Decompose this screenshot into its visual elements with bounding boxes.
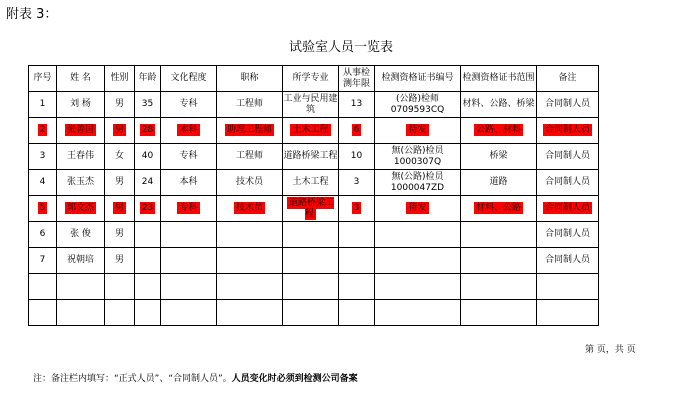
cell-text: 無(公路)检员1000307Q <box>391 145 444 167</box>
table-cell-age <box>135 170 161 196</box>
table-cell-major <box>283 144 339 170</box>
cell-text: 7 <box>39 255 46 265</box>
table-cell-scope <box>461 118 537 144</box>
cell-text: 1 <box>39 99 46 109</box>
cell-text: 無(公路)检员1000047ZD <box>390 171 445 193</box>
table-cell-title <box>217 92 283 118</box>
cell-text: 合同制人员 <box>544 99 590 109</box>
cell-text: 合同制人员 <box>544 255 590 265</box>
cell-text: 6 <box>39 229 46 239</box>
cell-text: 土木工程 <box>292 177 329 187</box>
table-cell-gender <box>105 92 135 118</box>
table-cell-cert_no <box>375 274 461 300</box>
table-cell-edu <box>161 118 217 144</box>
table-cell-gender <box>105 144 135 170</box>
cell-text: 本科 <box>179 125 198 135</box>
cell-text: 5 <box>39 203 46 213</box>
table-cell-years <box>339 248 375 274</box>
cell-text: 土木工程 <box>292 125 329 135</box>
cell-text: 技术员 <box>235 177 263 187</box>
table-cell-years <box>339 300 375 326</box>
table-cell-cert_no <box>375 222 461 248</box>
table-cell-major <box>283 170 339 196</box>
table-cell-scope <box>461 300 537 326</box>
table-cell-age <box>135 92 161 118</box>
table-cell-gender <box>105 274 135 300</box>
table-row <box>29 274 599 300</box>
table-cell-cert_no <box>375 92 461 118</box>
cell-text: 本科 <box>179 177 198 187</box>
cell-text: 男 <box>114 203 124 213</box>
table-cell-years <box>339 222 375 248</box>
table-cell-scope <box>461 274 537 300</box>
cell-text: 10 <box>350 151 363 161</box>
cell-text: 24 <box>141 177 154 187</box>
cell-text: 郭文杰 <box>66 203 94 213</box>
table-cell-age <box>135 300 161 326</box>
table-cell-scope <box>461 248 537 274</box>
cell-text: 3 <box>39 151 46 161</box>
table-cell-no <box>29 248 57 274</box>
page-number: 第 页，共 页 <box>585 345 636 355</box>
cell-text: 4 <box>39 177 46 187</box>
cell-text: 13 <box>350 99 363 109</box>
table-cell-years <box>339 274 375 300</box>
table-cell-scope <box>461 196 537 222</box>
column-header: 序号 <box>29 66 57 92</box>
cell-text: 王春伟 <box>66 151 94 161</box>
table-row <box>29 170 599 196</box>
table-cell-name <box>57 170 105 196</box>
table-cell-remark <box>537 248 599 274</box>
column-header: 备注 <box>537 66 599 92</box>
table-cell-major <box>283 196 339 222</box>
table-cell-remark <box>537 222 599 248</box>
table-cell-title <box>217 274 283 300</box>
table-row <box>29 248 599 274</box>
cell-text: 3 <box>353 203 360 213</box>
table-cell-major <box>283 222 339 248</box>
table-cell-major <box>283 248 339 274</box>
cell-text: 合同制人员 <box>544 203 590 213</box>
table-cell-title <box>217 248 283 274</box>
cell-text: 3 <box>353 177 360 187</box>
cell-text: 工业与民用建筑 <box>283 93 338 115</box>
cell-text: 男 <box>114 255 124 265</box>
table-cell-title <box>217 222 283 248</box>
table-cell-scope <box>461 222 537 248</box>
cell-text: 40 <box>141 151 154 161</box>
cell-text: 工程师 <box>235 151 263 161</box>
column-header: 职称 <box>217 66 283 92</box>
table-cell-edu <box>161 170 217 196</box>
table-cell-remark <box>537 92 599 118</box>
table-cell-remark <box>537 170 599 196</box>
cell-text: 工程师 <box>235 99 263 109</box>
table-row <box>29 144 599 170</box>
cell-text: 张 俊 <box>70 229 91 239</box>
cell-text: 男 <box>114 99 124 109</box>
attachment-label: 附表 3： <box>6 7 58 22</box>
table-cell-major <box>283 118 339 144</box>
table-row <box>29 300 599 326</box>
cell-text: 技术员 <box>235 203 263 213</box>
table-cell-major <box>283 300 339 326</box>
table-cell-name <box>57 144 105 170</box>
table-cell-years <box>339 170 375 196</box>
table-cell-name <box>57 118 105 144</box>
table-cell-years <box>339 144 375 170</box>
table-cell-scope <box>461 92 537 118</box>
column-header: 年龄 <box>135 66 161 92</box>
cell-text: 材料、公路 <box>475 203 521 213</box>
cell-text: 待发 <box>408 203 427 213</box>
table-cell-cert_no <box>375 170 461 196</box>
cell-text: 专科 <box>179 151 198 161</box>
table-cell-edu <box>161 274 217 300</box>
table-title: 试验室人员一览表 <box>288 40 393 55</box>
column-header: 性别 <box>105 66 135 92</box>
table-cell-age <box>135 248 161 274</box>
table-cell-gender <box>105 222 135 248</box>
table-cell-gender <box>105 170 135 196</box>
table-cell-no <box>29 274 57 300</box>
table-cell-name <box>57 196 105 222</box>
table-cell-title <box>217 144 283 170</box>
table-cell-gender <box>105 118 135 144</box>
cell-text: 祝朝培 <box>66 255 94 265</box>
table-cell-title <box>217 300 283 326</box>
cell-text: 待发 <box>408 125 427 135</box>
footer-note <box>33 371 358 384</box>
cell-text: 35 <box>141 99 154 109</box>
table-row <box>29 222 599 248</box>
table-cell-edu <box>161 92 217 118</box>
cell-text: 刘 杨 <box>70 99 91 109</box>
table-cell-no <box>29 144 57 170</box>
table-cell-scope <box>461 144 537 170</box>
cell-text: 专科 <box>179 203 198 213</box>
table-cell-no <box>29 170 57 196</box>
table-cell-scope <box>461 170 537 196</box>
table-cell-name <box>57 92 105 118</box>
cell-text: 专科 <box>179 99 198 109</box>
table-cell-no <box>29 118 57 144</box>
table-cell-no <box>29 196 57 222</box>
header-row <box>29 66 599 92</box>
table-cell-name <box>57 248 105 274</box>
cell-text: 男 <box>114 125 124 135</box>
table-cell-remark <box>537 274 599 300</box>
table-cell-remark <box>537 118 599 144</box>
table-cell-age <box>135 196 161 222</box>
table-cell-major <box>283 92 339 118</box>
table-cell-cert_no <box>375 196 461 222</box>
table-cell-name <box>57 274 105 300</box>
cell-text: 2 <box>39 125 46 135</box>
note-text: 注：备注栏内填写：“正式人员”、“合同制人员”。 <box>33 374 232 384</box>
table-cell-years <box>339 92 375 118</box>
table-cell-edu <box>161 222 217 248</box>
cell-text: 合同制人员 <box>544 177 590 187</box>
cell-text: 张玉杰 <box>66 177 94 187</box>
table-cell-no <box>29 300 57 326</box>
table-cell-cert_no <box>375 118 461 144</box>
cell-text: 公路、材料 <box>475 125 521 135</box>
column-header: 检测资格证书编号 <box>375 66 461 92</box>
table-row <box>29 92 599 118</box>
cell-text: 23 <box>141 203 154 213</box>
table-cell-cert_no <box>375 300 461 326</box>
table-cell-years <box>339 118 375 144</box>
cell-text: 合同制人员 <box>544 229 590 239</box>
table-cell-remark <box>537 196 599 222</box>
cell-text: 道路 <box>489 177 508 187</box>
table-cell-gender <box>105 248 135 274</box>
table-cell-age <box>135 144 161 170</box>
cell-text: 道路桥梁工程 <box>288 197 334 219</box>
cell-text: (公路)检师0709593CQ <box>390 93 445 115</box>
table-cell-edu <box>161 248 217 274</box>
cell-text: 28 <box>141 125 154 135</box>
column-header: 姓 名 <box>57 66 105 92</box>
table-cell-name <box>57 222 105 248</box>
table-cell-title <box>217 118 283 144</box>
cell-text: 张善国 <box>66 125 94 135</box>
table-cell-major <box>283 274 339 300</box>
cell-text: 男 <box>114 177 124 187</box>
column-header: 从事检测年限 <box>339 66 375 92</box>
table-cell-remark <box>537 300 599 326</box>
cell-text: 材料、公路、桥梁 <box>462 99 535 109</box>
cell-text: 6 <box>353 125 360 135</box>
cell-text: 助理工程师 <box>226 125 272 135</box>
table-row <box>29 118 599 144</box>
table-cell-no <box>29 92 57 118</box>
note-bold-text: 人员变化时必须到检测公司备案 <box>231 374 358 384</box>
table-cell-edu <box>161 196 217 222</box>
table-cell-title <box>217 170 283 196</box>
table-row <box>29 196 599 222</box>
table-cell-age <box>135 222 161 248</box>
column-header: 检测资格证书范围 <box>461 66 537 92</box>
table-cell-years <box>339 196 375 222</box>
table-cell-remark <box>537 144 599 170</box>
table-cell-gender <box>105 300 135 326</box>
table-cell-gender <box>105 196 135 222</box>
cell-text: 女 <box>114 151 124 161</box>
table-cell-edu <box>161 300 217 326</box>
table-cell-cert_no <box>375 144 461 170</box>
cell-text: 道路桥梁工程 <box>283 151 338 161</box>
column-header: 所学专业 <box>283 66 339 92</box>
table-cell-edu <box>161 144 217 170</box>
table-cell-cert_no <box>375 248 461 274</box>
table-cell-age <box>135 274 161 300</box>
column-header: 文化程度 <box>161 66 217 92</box>
cell-text: 桥梁 <box>489 151 508 161</box>
cell-text: 男 <box>114 229 124 239</box>
table-cell-name <box>57 300 105 326</box>
table-cell-title <box>217 196 283 222</box>
cell-text: 合同制人员 <box>544 125 590 135</box>
cell-text: 合同制人员 <box>544 151 590 161</box>
table-cell-age <box>135 118 161 144</box>
table-cell-no <box>29 222 57 248</box>
staff-table <box>28 65 599 326</box>
